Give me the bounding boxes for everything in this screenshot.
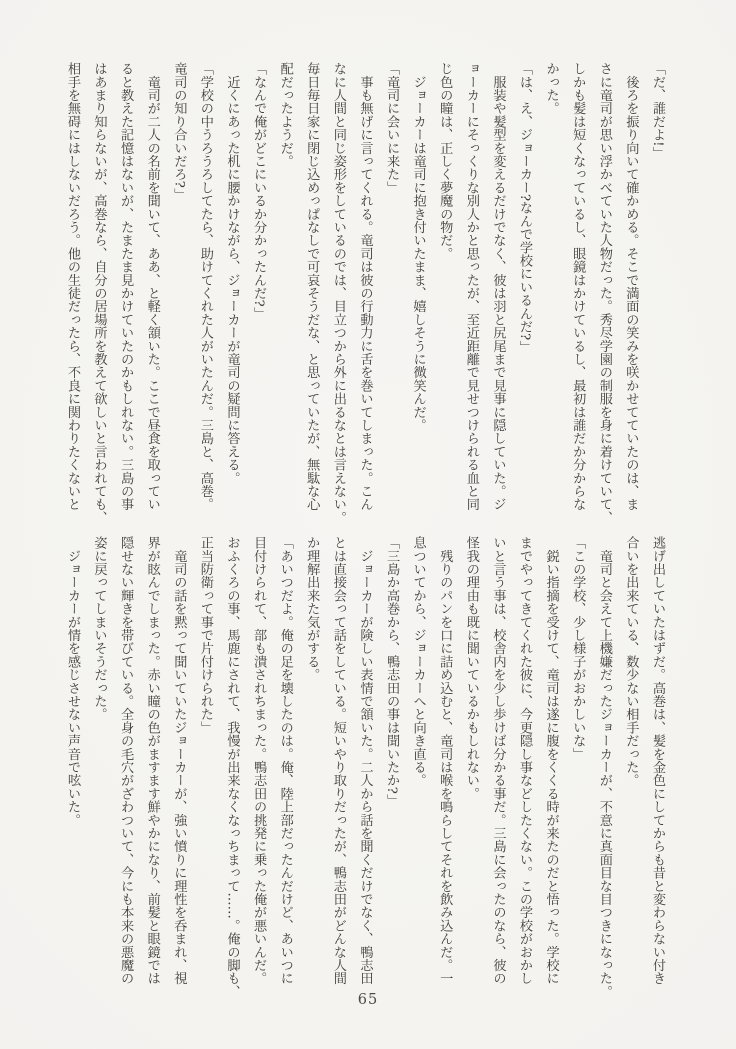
- text-line: かった。: [543, 62, 559, 115]
- text-line: か理解出来た気がする。: [304, 536, 320, 682]
- text-line: 相手を無碍にはしないだろう。他の生徒だったら、不良に関わりたくないと: [64, 62, 80, 511]
- text-line: いと言う事は、校舎内を少し歩けば分かる事だ。三島に会ったのなら、彼の: [490, 536, 506, 985]
- text-block-upper: [58, 62, 670, 528]
- text-line: 服装や髪型を変えるだけでなく、彼は羽と尻尾まで見事に隠していた。ジ: [490, 62, 506, 511]
- text-line: ジョーカーが情を感じさせない声音で呟いた。: [64, 536, 80, 827]
- text-line: 事も無げに言ってくれる。竜司は彼の行動力に舌を巻いてしまった。こん: [357, 62, 373, 511]
- text-line: 合いを出来ている、数少ない相手だった。: [623, 536, 639, 787]
- text-line: 「あいつだよ。俺の足を壊したのは。俺、陸上部だったんだけど、あいつに: [277, 536, 293, 985]
- text-line: ョーカーにそっくりな別人かと思ったが、至近距離で見せつけられる血と同: [463, 62, 479, 511]
- text-line: 竜司の知り合いだろ?」: [171, 62, 187, 202]
- text-line: 怪我の理由も既に聞いているかもしれない。: [463, 536, 479, 800]
- text-line: 残りのパンを口に詰め込むと、竜司は喉を鳴らしてそれを飲み込んだ。一: [437, 536, 453, 985]
- text-block-lower: [58, 536, 670, 1002]
- text-line: 「三島か高巻から、鴨志田の事は聞いたか?」: [384, 536, 400, 808]
- text-line: 「竜司に会いに来た」: [384, 62, 400, 194]
- text-line: 竜司の話を黙って聞いていたジョーカーが、強い憤りに理性を呑まれ、視: [171, 536, 187, 985]
- text-line: おふくろの事、馬鹿にされて、我慢が出来なくなっちまって……。俺の脚も、: [224, 536, 240, 998]
- text-line: しかも髪は短くなっているし、眼鏡はかけているし、最初は誰だか分からな: [570, 62, 586, 511]
- text-line: までやってきてくれた彼に、今更隠し事などしたくない。この学校がおかし: [517, 536, 533, 985]
- text-line: 後ろを振り向いて確かめる。そこで満面の笑みを咲かせてていたのは、ま: [623, 62, 639, 511]
- text-line: 配だったようだ。: [277, 62, 293, 168]
- text-line: 姿に戻ってしまいそうだった。: [91, 536, 107, 721]
- page-number: 65: [357, 992, 379, 1008]
- text-line: 毎日毎日家に閉じ込めっぱなしで可哀そうだな、と思っていたが、無駄な心: [304, 62, 320, 511]
- text-line: とは直接会って話をしている。短いやり取りだったが、鴨志田がどんな人間: [330, 536, 346, 985]
- text-line: 逃げ出していたはずだ。高巻は、髪を金色にしてからも昔と変わらない付き: [650, 536, 665, 985]
- text-line: さに竜司が思い浮かべていた人物だった。秀尽学園の制服を身に着けていて、: [596, 62, 612, 524]
- text-line: 竜司と会えて上機嫌だったジョーカーが、不意に真面目な目つきになった。: [596, 536, 612, 998]
- text-line: 目付けられて、部も潰されちまった。鴨志田の挑発に乗った俺が悪いんだ。: [251, 536, 267, 985]
- text-line: 界が眩んでしまった。赤い瞳の色がますます鮮やかになり、前髪と眼鏡では: [144, 536, 160, 985]
- text-line: 正当防衛って事で片付けられた」: [197, 536, 213, 734]
- text-line: じ色の瞳は、正しく夢魔の物だ。: [437, 62, 453, 260]
- text-line: 隠せない輝きを帯びている。全身の毛穴がざわついて、今にも本来の悪魔の: [118, 536, 134, 985]
- text-line: 竜司が二人の名前を聞いて、ああ、と軽く頷いた。ここで昼食を取ってい: [144, 62, 160, 511]
- text-line: 「この学校、少し様子がおかしいな」: [570, 536, 586, 761]
- text-line: ると教えた記憶はないが、たまたま見かけていたのかもしれない。三島の事: [118, 62, 134, 511]
- text-line: 「なんで俺がどこにいるか分かったんだ?」: [251, 62, 267, 320]
- text-line: なに人間と同じ姿形をしているのでは、目立つから外に出るなとは言えない。: [330, 62, 346, 524]
- text-line: ジョーカーは竜司に抱き付いたまま、嬉しそうに微笑んだ。: [410, 62, 426, 432]
- text-line: 「だ、誰だよ!」: [650, 62, 665, 160]
- text-line: 「学校の中うろうろしてたら、助けてくれた人がいたんだ。三島と、高巻。: [197, 62, 213, 511]
- text-line: 息ついてから、ジョーカーへと向き直る。: [410, 536, 426, 787]
- text-line: 近くにあった机に腰かけながら、ジョーカーが竜司の疑問に答える。: [224, 62, 240, 485]
- text-line: はあまり知らないが、高巻なら、自分の居場所を教えて欲しいと言われても、: [91, 62, 107, 524]
- text-line: 「は、え、ジョーカー?なんで学校にいるんだ?」: [517, 62, 533, 354]
- text-line: ジョーカーが険しい表情で頷いた。二人から話を聞くだけでなく、鴨志田: [357, 536, 373, 985]
- text-line: 鋭い指摘を受けて、竜司は遂に腹をくくる時が来たのだと悟った。学校に: [543, 536, 559, 985]
